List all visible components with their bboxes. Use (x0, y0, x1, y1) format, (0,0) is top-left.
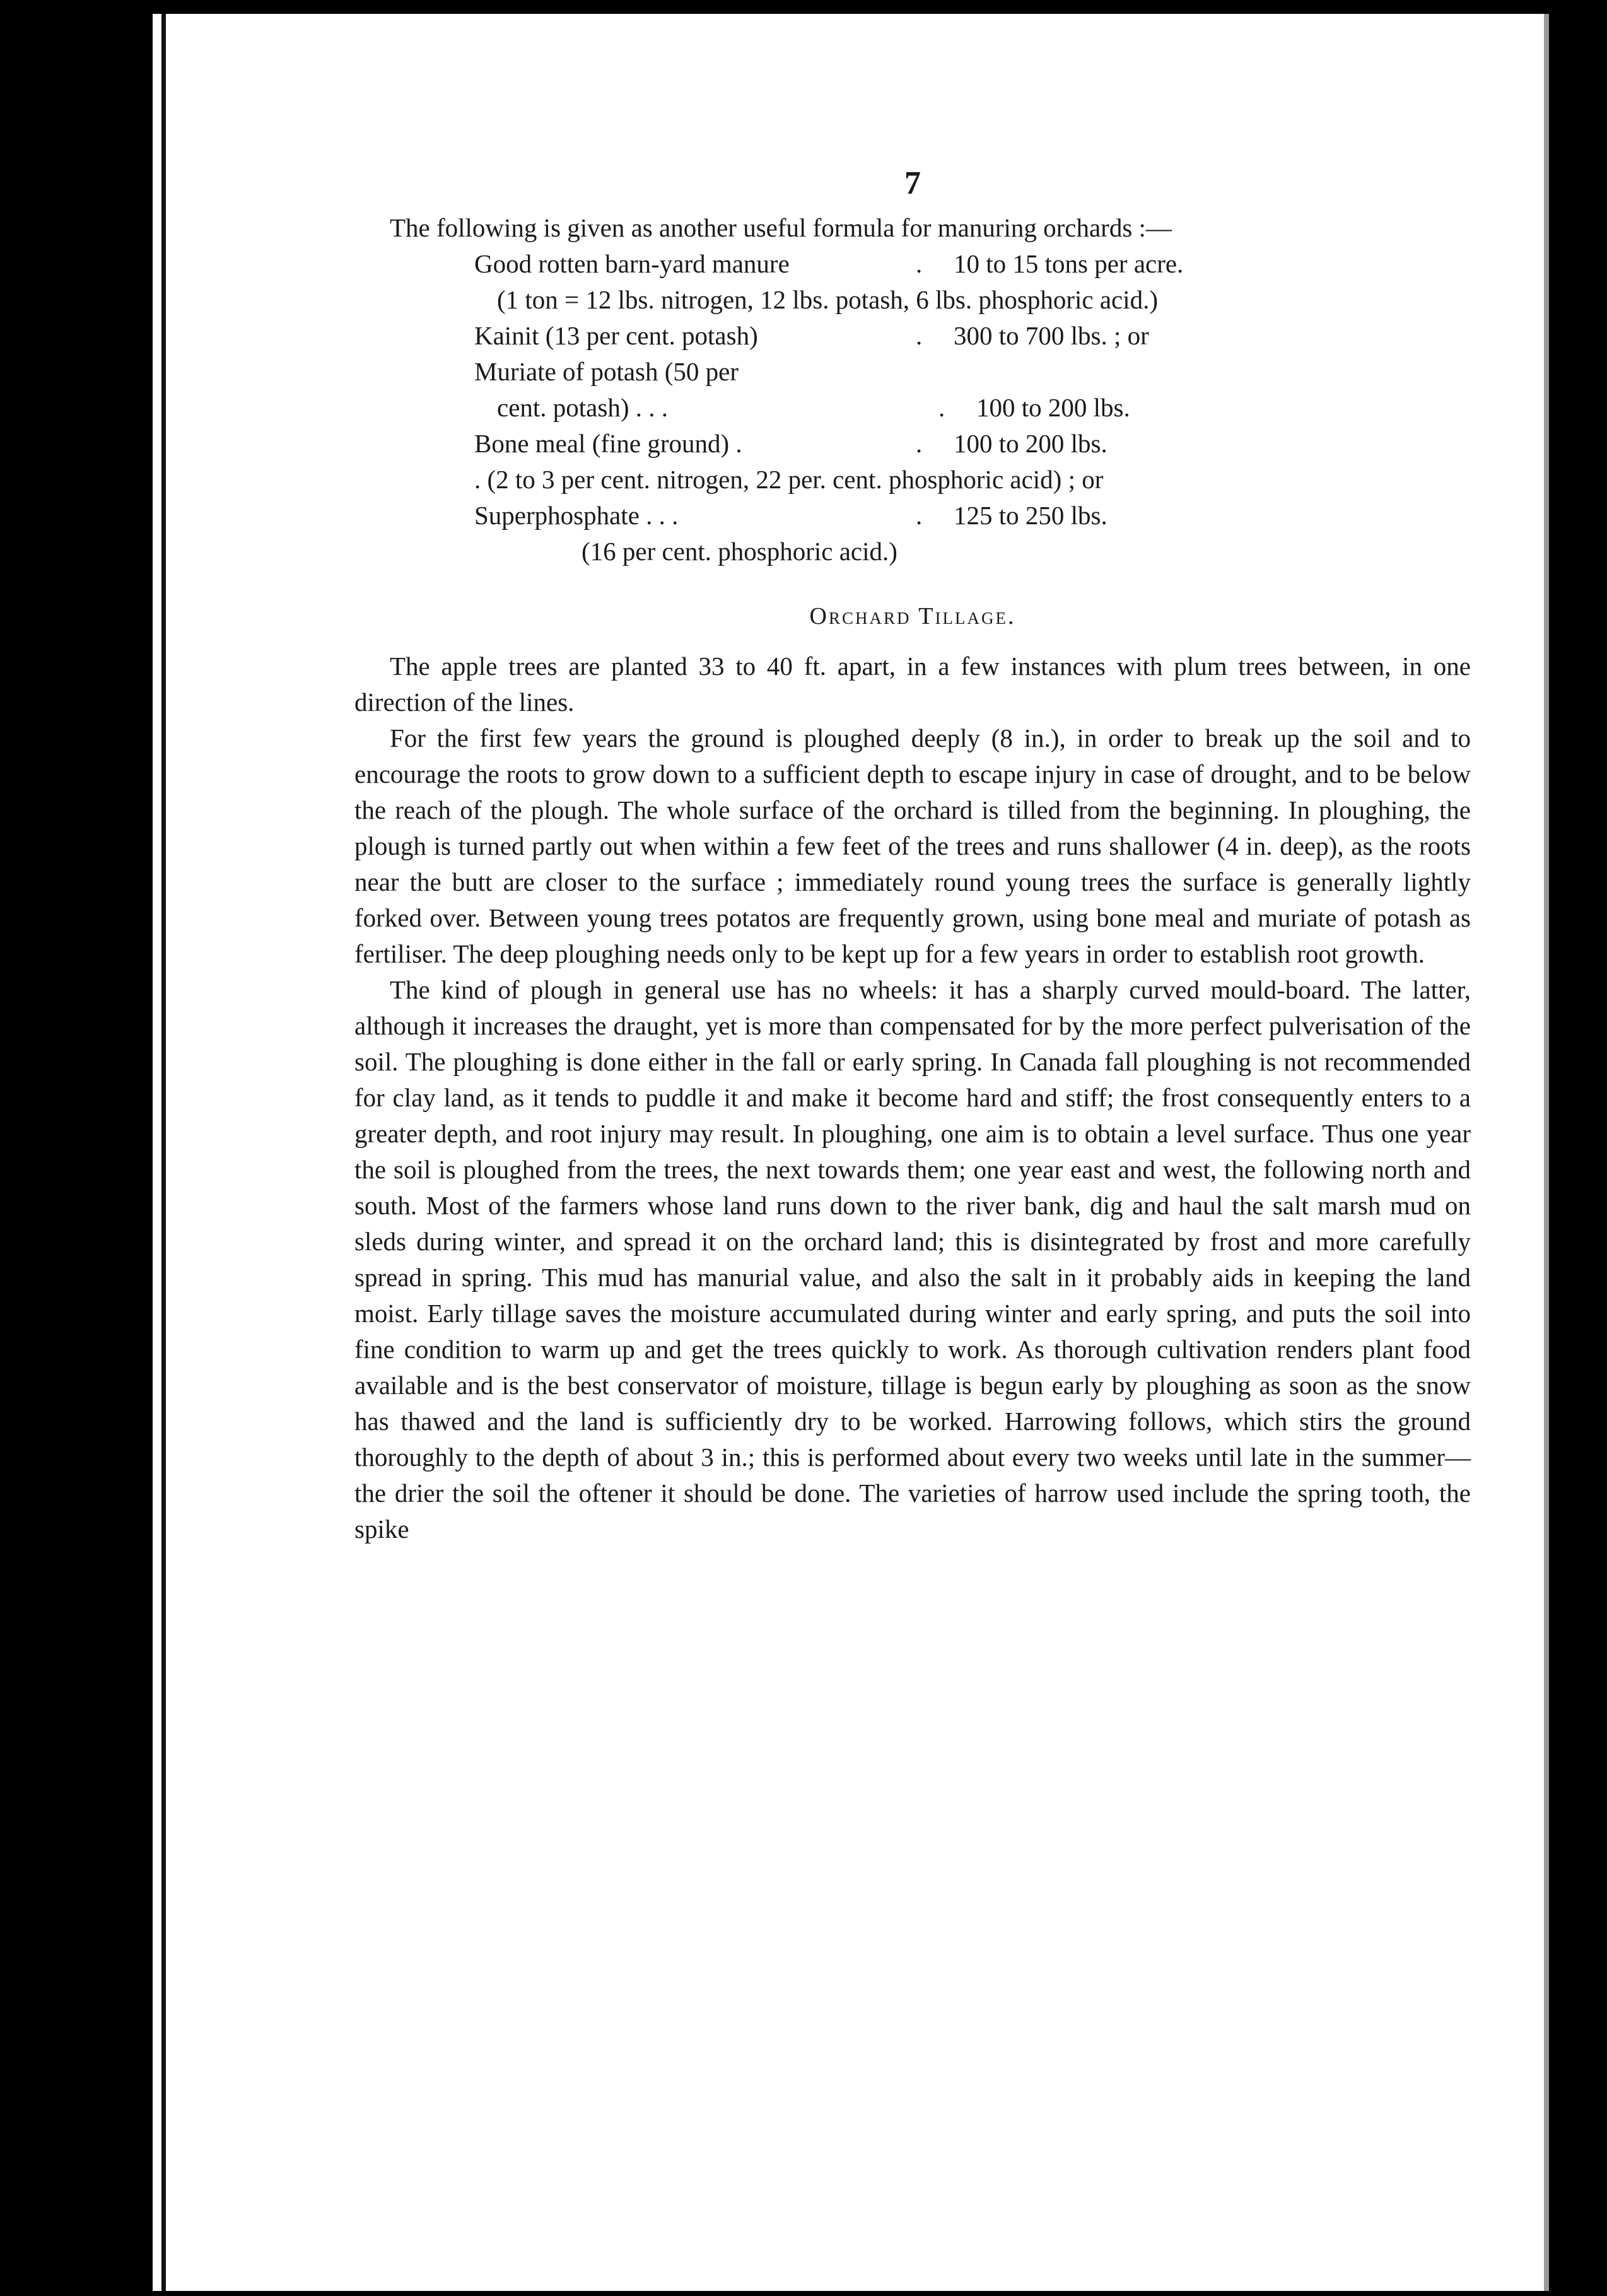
page-edge-shadow (1544, 14, 1549, 2291)
formula-quantity: 125 to 250 lbs. (954, 501, 1107, 530)
formula-note-manure: (1 ton = 12 lbs. nitrogen, 12 lbs. potash, 6 lbs. phosphoric acid.) (497, 285, 1159, 314)
page-number: 7 (904, 165, 921, 201)
formula-item-name: Kainit (13 per cent. potash) (474, 321, 758, 350)
scanned-page (153, 14, 1557, 2291)
page-edge (1549, 14, 1557, 2291)
page-content (354, 165, 1471, 1547)
formula-leader: . (938, 393, 945, 422)
formula-note-bone-meal: . (2 to 3 per cent. nitrogen, 22 per. cent. phosphoric acid) ; or (474, 465, 1104, 494)
formula-item-name-continued: cent. potash) . . . (497, 393, 668, 422)
intro-paragraph: The following is given as another useful formula for manuring orchards :— (390, 213, 1172, 242)
formula-row-bone-meal (474, 426, 1433, 462)
binding-rule (161, 14, 166, 2291)
formula-leader: . (916, 321, 923, 350)
formula-quantity: 10 to 15 tons per acre. (954, 249, 1184, 278)
formula-quantity: 100 to 200 lbs. (954, 429, 1107, 458)
formula-item-name: Good rotten barn-yard manure (474, 249, 790, 278)
formula-item-name: Bone meal (fine ground) . (474, 429, 742, 458)
formula-row-superphosphate (474, 498, 1433, 534)
formula-row-kainit (474, 318, 1433, 354)
formula-item-name: Superphosphate . . . (474, 501, 679, 530)
manure-formula (474, 246, 1433, 570)
body-paragraph: The kind of plough in general use has no wheels: it has a sharply curved mould-board. The latter, although it increases the draught, yet is more than compensated for by the more perfect pulverisation of the soil. The ploughing is done either in the fall or early spring. In Canada fall ploughing is not recommended for clay land, as it tends to puddle it and make it become hard and stiff; the frost consequently enters to a greater depth, and root injury may result. In ploughing, one aim is to obtain a level surface. Thus one year the soil is ploughed from the trees, the next towards them; one year east and west, the following north and south. Most of the farmers whose land runs down to the river bank, dig and haul the salt marsh mud on sleds during winter, and spread it on the orchard land; this is disintegrated by frost and more carefully spread in spring. This mud has manurial value, and also the salt in it probably aids in keeping the land moist. Early tillage saves the moisture accumulated during winter and early spring, and puts the soil into fine condition to warm up and get the trees quickly to work. As thorough cultivation renders plant food available and is the best conservator of moisture, tillage is begun early by ploughing as soon as the snow has thawed and the land is sufficiently dry to be worked. Harrowing follows, which stirs the ground thoroughly to the depth of about 3 in.; this is performed about every two weeks until late in the summer—the drier the soil the oftener it should be done. The varieties of harrow used include the spring tooth, the spike (354, 975, 1471, 1543)
formula-leader: . (916, 429, 923, 458)
formula-quantity: 100 to 200 lbs. (976, 393, 1130, 422)
body-paragraph: For the first few years the ground is ploughed deeply (8 in.), in order to break up the soil and to encourage the roots to grow down to a sufficient depth to escape injury in case of drought, and to be below the reach of the plough. The whole surface of the orchard is tilled from the beginning. In ploughing, the plough is turned partly out when within a few feet of the trees and runs shallower (4 in. deep), as the roots near the butt are closer to the surface ; immediately round young trees the surface is generally lightly forked over. Between young trees potatos are frequently grown, using bone meal and muriate of potash as fertiliser. The deep ploughing needs only to be kept up for a few years in order to establish root growth. (354, 723, 1471, 968)
formula-leader: . (916, 501, 923, 530)
formula-leader: . (916, 249, 923, 278)
section-heading: Orchard Tillage. (809, 603, 1016, 630)
body-paragraph: The apple trees are planted 33 to 40 ft. apart, in a few instances with plum trees between, in one direction of the lines. (354, 652, 1471, 717)
formula-item-name: Muriate of potash (50 per (474, 357, 739, 386)
formula-quantity: 300 to 700 lbs. ; or (954, 321, 1149, 350)
formula-row-muriate-line1 (474, 354, 1433, 390)
formula-row-muriate-line2 (474, 390, 1433, 426)
formula-note-superphosphate: (16 per cent. phosphoric acid.) (581, 537, 897, 566)
formula-row-manure (474, 246, 1433, 282)
